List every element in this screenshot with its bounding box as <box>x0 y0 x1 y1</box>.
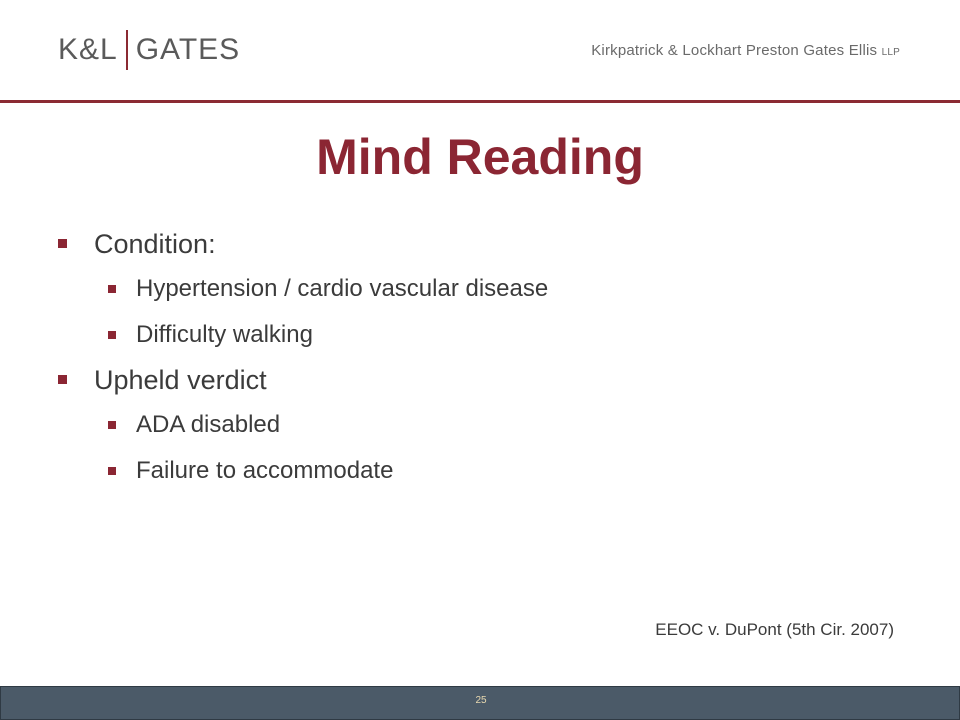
logo-left-text: K&L <box>58 33 118 66</box>
square-bullet-icon <box>58 375 67 384</box>
kl-gates-logo <box>58 30 240 70</box>
logo-right-text: GATES <box>135 33 241 66</box>
logo-divider <box>126 30 128 70</box>
sub-bullet-item <box>58 402 548 448</box>
firm-suffix: LLP <box>881 47 900 58</box>
sub-bullet-item <box>58 312 548 358</box>
firm-name <box>591 42 900 59</box>
page-number: 25 <box>475 695 487 706</box>
slide-title: Mind Reading <box>316 129 644 185</box>
square-bullet-icon <box>108 331 116 339</box>
square-bullet-icon <box>108 285 116 293</box>
bullet-list <box>58 222 548 494</box>
sub-bullet-item <box>58 266 548 312</box>
square-bullet-icon <box>58 239 67 248</box>
header-rule <box>0 100 960 103</box>
sub-bullet-label: Hypertension / cardio vascular disease <box>136 275 549 302</box>
sub-bullet-label: ADA disabled <box>136 411 281 438</box>
square-bullet-icon <box>108 421 116 429</box>
slide-header <box>0 0 960 102</box>
bullet-label: Upheld verdict <box>94 365 267 395</box>
sub-bullet-label: Difficulty walking <box>136 321 313 348</box>
bullet-label: Condition: <box>94 229 216 259</box>
sub-bullet-item <box>58 448 548 494</box>
bullet-item <box>58 358 548 402</box>
square-bullet-icon <box>108 467 116 475</box>
firm-name-text: Kirkpatrick & Lockhart Preston Gates Ellis <box>591 42 878 59</box>
bullet-item <box>58 222 548 266</box>
slide-footer <box>0 686 960 720</box>
case-citation: EEOC v. DuPont (5th Cir. 2007) <box>655 620 894 639</box>
sub-bullet-label: Failure to accommodate <box>136 457 394 484</box>
